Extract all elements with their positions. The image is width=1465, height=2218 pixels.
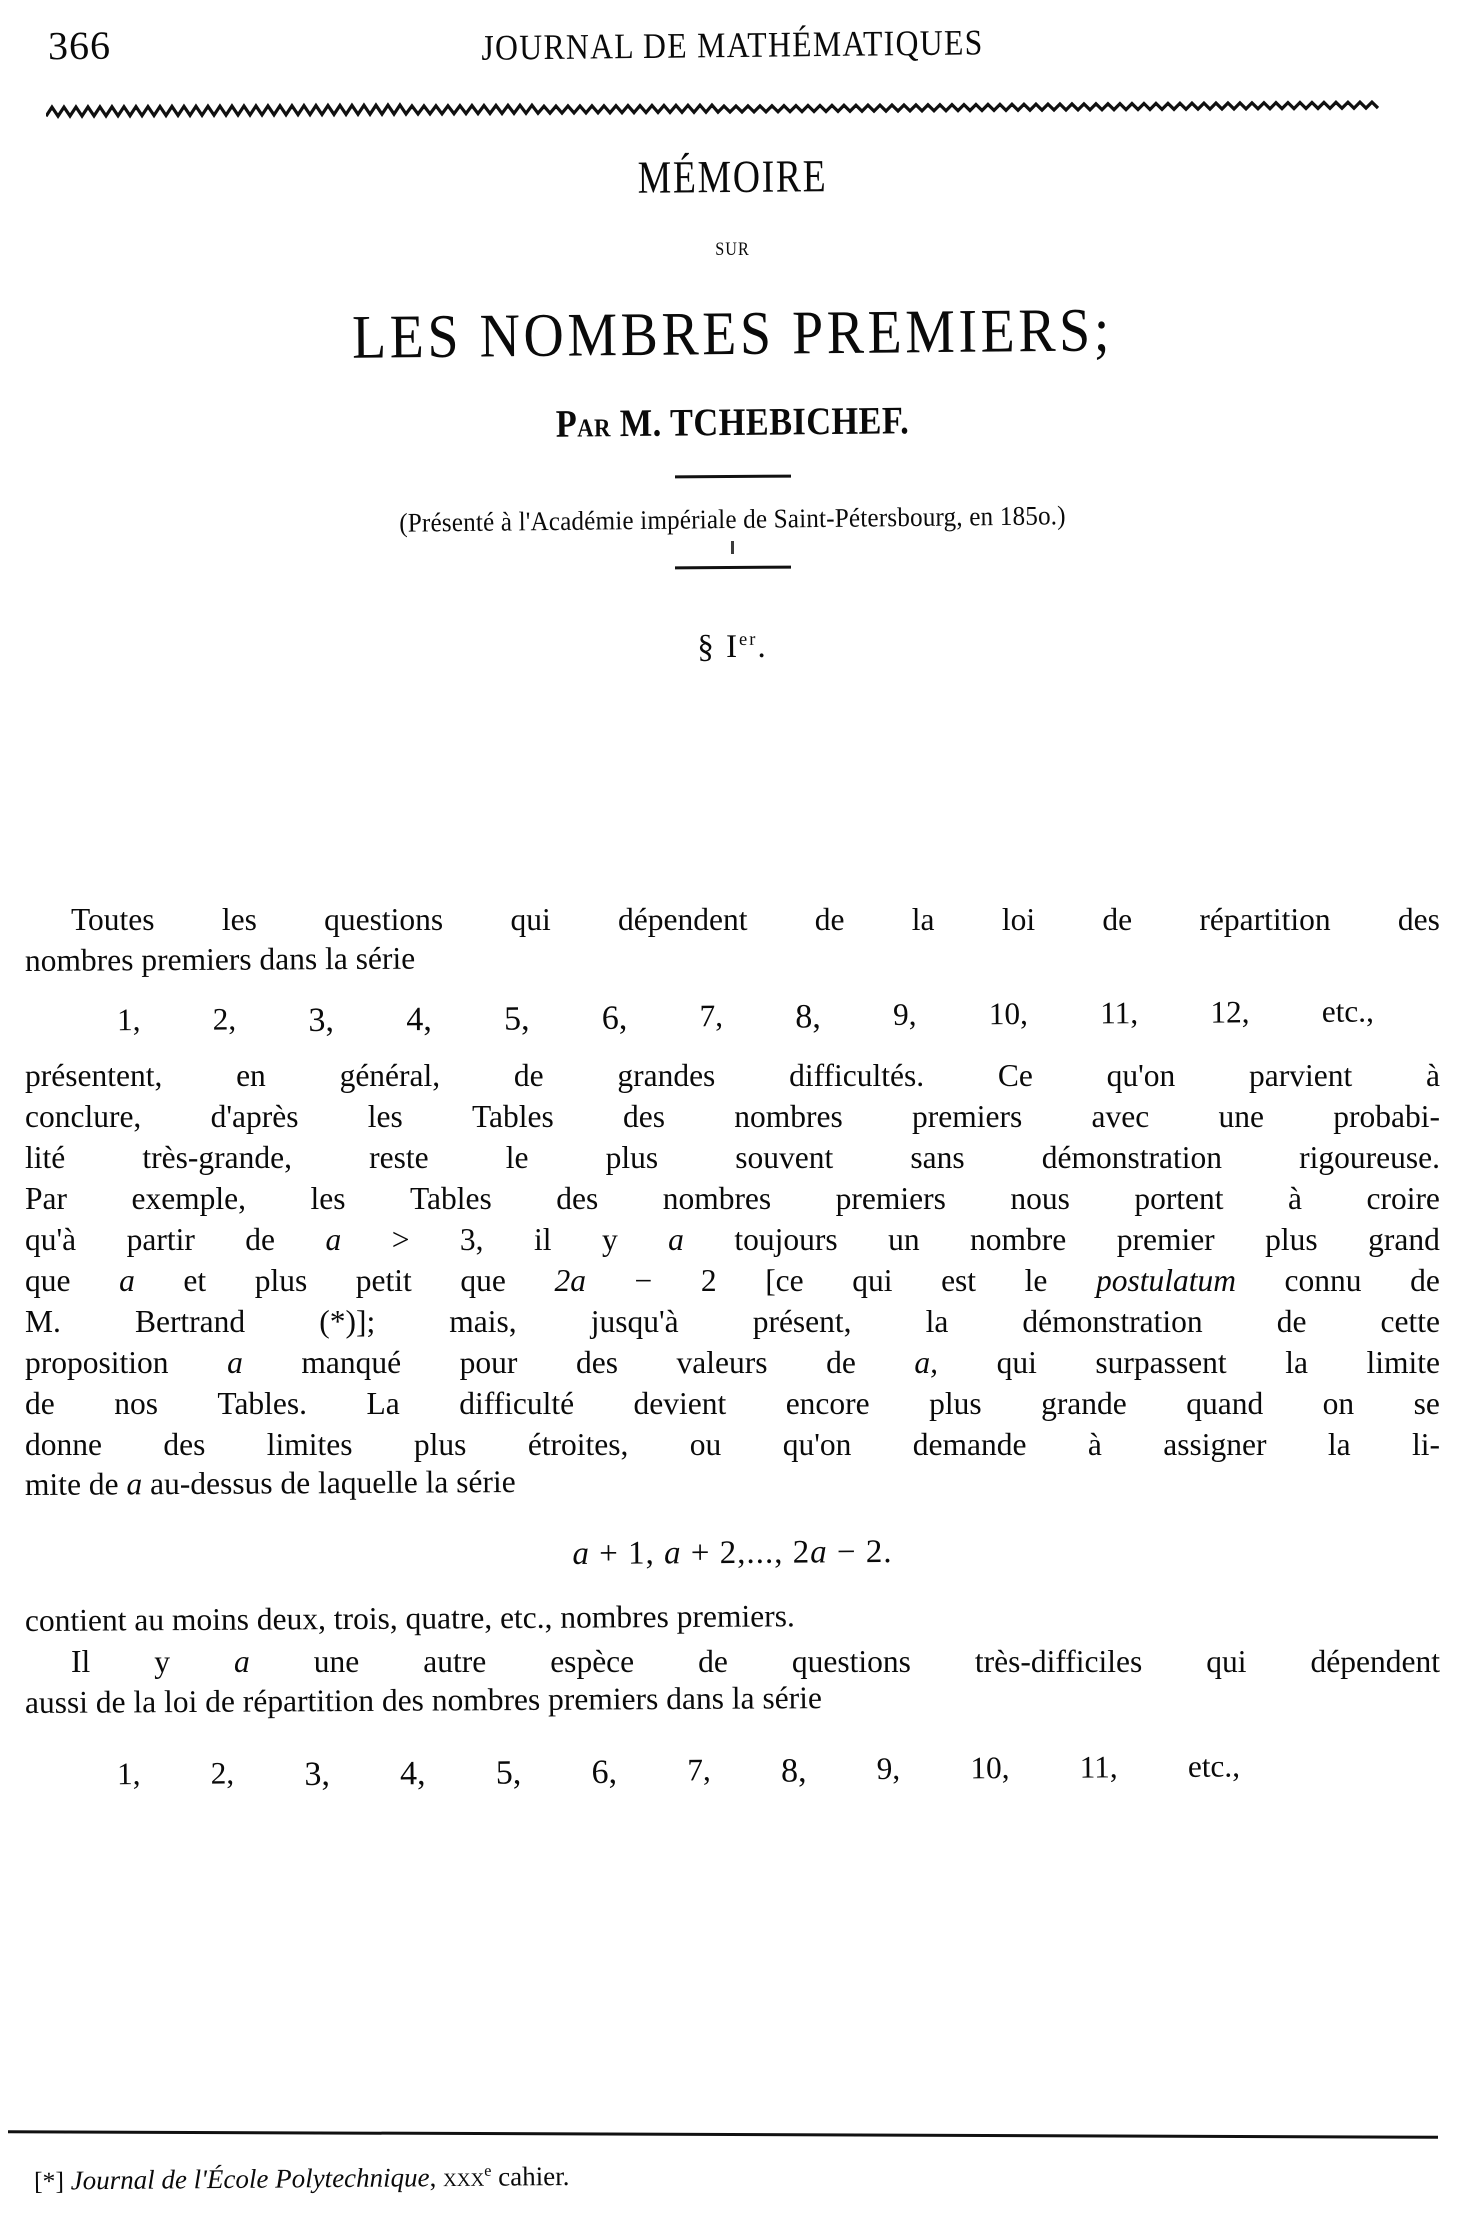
word: premiers bbox=[912, 1099, 1023, 1134]
byline-author: M. TCHEBICHEF. bbox=[619, 399, 910, 446]
word: présent, bbox=[752, 1303, 852, 1339]
word: Ce bbox=[997, 1058, 1033, 1094]
word: surpassent bbox=[1095, 1344, 1227, 1380]
line-text: nombres premiers dans la série bbox=[24, 940, 416, 978]
byline-par-cap: P bbox=[555, 402, 578, 446]
word: mais, bbox=[449, 1303, 517, 1339]
word: limites bbox=[266, 1426, 353, 1462]
series-item: etc., bbox=[1187, 1748, 1241, 1784]
word: plus bbox=[605, 1139, 659, 1175]
series-item: 2, bbox=[212, 1001, 237, 1037]
word: qui bbox=[996, 1344, 1037, 1380]
paragraph-line bbox=[25, 1674, 1440, 1724]
series-item: 7, bbox=[699, 997, 724, 1034]
word: grande bbox=[1041, 1385, 1127, 1421]
divider-rule-top bbox=[674, 475, 790, 479]
word: qu'à bbox=[25, 1221, 77, 1257]
footnote-marker: [*] bbox=[33, 2166, 65, 2196]
word: quand bbox=[1186, 1385, 1264, 1421]
series-item: 5, bbox=[503, 1000, 530, 1038]
footnote-tail: cahier. bbox=[491, 2161, 570, 2192]
word: y bbox=[154, 1644, 170, 1680]
word: à bbox=[1087, 1426, 1102, 1462]
series-item: 12, bbox=[1210, 994, 1250, 1030]
word: nombres bbox=[734, 1099, 843, 1134]
footnote bbox=[34, 2154, 1334, 2196]
paragraph-line bbox=[25, 1261, 1440, 1302]
series-item: 5, bbox=[495, 1754, 522, 1792]
body-text bbox=[25, 900, 1440, 1810]
word: la bbox=[1285, 1344, 1308, 1380]
word: à bbox=[1288, 1180, 1302, 1216]
word: manqué bbox=[301, 1344, 402, 1380]
section-ordinal-suffix: er bbox=[738, 628, 758, 649]
word: de bbox=[1102, 902, 1133, 937]
word: les bbox=[221, 902, 257, 937]
word: on bbox=[1322, 1385, 1355, 1421]
series-item: 4, bbox=[399, 1755, 426, 1793]
series-item: 10, bbox=[970, 1750, 1010, 1786]
word: probabi- bbox=[1333, 1099, 1440, 1134]
word: qu'on bbox=[782, 1426, 852, 1462]
word: M. bbox=[25, 1303, 61, 1339]
footnote-source-title: Journal de l'École Polytechnique bbox=[70, 2162, 430, 2196]
word: 2 bbox=[700, 1262, 717, 1298]
word: une bbox=[313, 1644, 360, 1680]
word: une bbox=[1218, 1099, 1264, 1134]
word: des bbox=[163, 1426, 206, 1462]
series-item: 2, bbox=[210, 1755, 235, 1791]
word: − bbox=[634, 1262, 653, 1298]
presentation-note: (Présenté à l'Académie impériale de Saint-Pétersbourg, en 185o.) bbox=[399, 500, 1066, 538]
word: li- bbox=[1411, 1426, 1440, 1462]
word: qui bbox=[852, 1262, 893, 1298]
paragraph-line bbox=[25, 1343, 1440, 1384]
word: des bbox=[623, 1099, 666, 1134]
section-heading bbox=[0, 625, 1465, 670]
running-head bbox=[0, 14, 1465, 86]
footnote-separator-rule bbox=[8, 2130, 1438, 2138]
word: il bbox=[533, 1221, 552, 1257]
word: loi bbox=[1001, 902, 1036, 937]
word: est bbox=[941, 1262, 977, 1298]
paragraph-line bbox=[25, 1302, 1440, 1343]
word: que bbox=[25, 1262, 71, 1298]
word: de bbox=[245, 1221, 276, 1257]
word: dépendent bbox=[1310, 1644, 1440, 1680]
line-text: contient au moins deux, trois, quatre, etc., nombres premiers. bbox=[24, 1598, 795, 1639]
word: dépendent bbox=[618, 902, 748, 937]
word: premier bbox=[1116, 1221, 1215, 1257]
series-item: 6, bbox=[601, 999, 628, 1037]
word: croire bbox=[1366, 1180, 1440, 1216]
word: postulatum bbox=[1095, 1262, 1236, 1298]
word: conclure, bbox=[25, 1099, 142, 1134]
word: y bbox=[601, 1221, 618, 1257]
word: espèce bbox=[550, 1644, 635, 1680]
word: toujours bbox=[734, 1221, 838, 1257]
word: parvient bbox=[1249, 1058, 1353, 1094]
word: > bbox=[391, 1221, 410, 1257]
word: répartition bbox=[1199, 902, 1331, 937]
word: et bbox=[183, 1262, 207, 1298]
series-item: 9, bbox=[892, 996, 917, 1032]
word: reste bbox=[369, 1139, 429, 1175]
series-item: 6, bbox=[591, 1753, 618, 1792]
series-item: 3, bbox=[304, 1755, 331, 1794]
word: limite bbox=[1366, 1344, 1440, 1380]
word: des bbox=[575, 1344, 618, 1380]
paragraph-line bbox=[25, 1457, 1440, 1507]
number-series-second bbox=[25, 1745, 1440, 1799]
word: nombres bbox=[662, 1180, 772, 1216]
word: 3, bbox=[459, 1221, 484, 1257]
word: démonstration bbox=[1041, 1139, 1222, 1175]
series-item: 9, bbox=[876, 1750, 901, 1787]
word: démonstration bbox=[1022, 1303, 1203, 1339]
word: grand bbox=[1368, 1221, 1440, 1257]
word: un bbox=[888, 1221, 920, 1257]
memoire-heading: MÉMOIRE bbox=[637, 150, 828, 203]
series-item: etc., bbox=[1321, 993, 1374, 1029]
word: (*)]; bbox=[319, 1303, 376, 1339]
series-item: 3, bbox=[308, 1001, 335, 1039]
word: étroites, bbox=[527, 1426, 629, 1462]
word: la bbox=[1327, 1426, 1351, 1462]
line-text: mite de a au-dessus de laquelle la série bbox=[24, 1464, 516, 1503]
word: ou bbox=[689, 1426, 722, 1462]
word: encore bbox=[785, 1385, 870, 1421]
word: devient bbox=[633, 1385, 727, 1421]
word: partir bbox=[126, 1221, 195, 1257]
word: d'après bbox=[210, 1099, 299, 1134]
word: petit bbox=[355, 1262, 412, 1298]
word: en bbox=[236, 1058, 266, 1094]
word: avec bbox=[1091, 1099, 1150, 1134]
word: jusqu'à bbox=[590, 1303, 679, 1339]
word: des bbox=[1397, 902, 1440, 937]
word: la bbox=[911, 902, 935, 937]
word: de bbox=[1276, 1303, 1307, 1339]
word: exemple, bbox=[131, 1180, 247, 1216]
word: la bbox=[925, 1303, 949, 1339]
word: plus bbox=[254, 1262, 308, 1298]
word: grandes bbox=[617, 1058, 716, 1094]
word: qui bbox=[1206, 1644, 1247, 1680]
word: a, bbox=[914, 1344, 938, 1380]
word: Tables. bbox=[217, 1385, 308, 1421]
series-item: 10, bbox=[988, 995, 1029, 1032]
article-title: LES NOMBRES PREMIERS; bbox=[351, 296, 1114, 372]
section-period: . bbox=[757, 628, 768, 665]
series-item: 1, bbox=[116, 1002, 141, 1038]
ink-speck bbox=[731, 541, 734, 554]
number-series-first bbox=[25, 991, 1440, 1045]
word: très-difficiles bbox=[974, 1644, 1143, 1680]
title-block bbox=[0, 150, 1465, 666]
word: portent bbox=[1134, 1180, 1224, 1216]
word: a bbox=[119, 1262, 135, 1298]
footnote-comma: , bbox=[429, 2162, 444, 2193]
series-item: 7, bbox=[687, 1752, 711, 1788]
word: très-grande, bbox=[142, 1139, 292, 1175]
line-text: aussi de la loi de répartition des nombres premiers dans la série bbox=[24, 1680, 822, 1721]
word: de bbox=[826, 1344, 856, 1380]
word: donne bbox=[25, 1426, 102, 1462]
byline bbox=[88, 394, 1377, 452]
word: a bbox=[325, 1221, 342, 1257]
paragraph-line bbox=[25, 1384, 1440, 1425]
word: a bbox=[234, 1644, 250, 1680]
word: premiers bbox=[835, 1180, 946, 1216]
section-number: § I bbox=[697, 628, 740, 666]
word: demande bbox=[912, 1426, 1027, 1462]
paragraph-line bbox=[25, 1593, 1440, 1643]
word: 2a bbox=[554, 1262, 586, 1298]
word: lité bbox=[25, 1139, 66, 1175]
word: difficultés. bbox=[789, 1058, 925, 1094]
display-formula: a + 1, a + 2,..., 2a − 2. bbox=[572, 1534, 893, 1573]
word: La bbox=[366, 1385, 400, 1421]
word: présentent, bbox=[25, 1058, 163, 1094]
byline-par-smallcaps: AR bbox=[577, 413, 611, 443]
word: à bbox=[1426, 1058, 1440, 1094]
paragraph-line bbox=[25, 932, 1440, 982]
word: le bbox=[1024, 1262, 1048, 1298]
word: rigoureuse. bbox=[1299, 1139, 1440, 1175]
series-item: 4, bbox=[406, 1000, 432, 1039]
series-item: 1, bbox=[116, 1756, 141, 1792]
word: Bertrand bbox=[134, 1303, 246, 1339]
word: les bbox=[310, 1180, 346, 1216]
series-item: 8, bbox=[795, 998, 821, 1036]
word: souvent bbox=[735, 1139, 834, 1175]
word: questions bbox=[791, 1644, 911, 1680]
word: connu bbox=[1284, 1262, 1362, 1298]
page-number: 366 bbox=[47, 22, 112, 69]
word: nos bbox=[114, 1385, 158, 1421]
word: de bbox=[513, 1058, 544, 1094]
word: proposition bbox=[25, 1344, 169, 1380]
word: questions bbox=[324, 902, 444, 937]
word: a bbox=[668, 1221, 684, 1257]
word: qu'on bbox=[1106, 1058, 1176, 1094]
word: le bbox=[505, 1139, 529, 1175]
series-item: 8, bbox=[780, 1752, 807, 1790]
word: qui bbox=[510, 902, 551, 937]
word: de bbox=[25, 1385, 55, 1421]
word: Tables bbox=[409, 1180, 492, 1216]
word: assigner bbox=[1163, 1426, 1267, 1462]
divider-rule-bottom bbox=[674, 566, 790, 570]
word: des bbox=[556, 1180, 599, 1216]
paragraph-line bbox=[25, 1097, 1440, 1138]
word: que bbox=[460, 1262, 506, 1298]
word: difficulté bbox=[459, 1385, 575, 1421]
footnote-volume-ordinal: e bbox=[484, 2161, 492, 2180]
journal-title: JOURNAL DE MATHÉMATIQUES bbox=[481, 22, 984, 68]
word: cette bbox=[1380, 1303, 1440, 1339]
word: les bbox=[367, 1099, 403, 1134]
word: autre bbox=[423, 1644, 487, 1680]
word: général, bbox=[339, 1058, 441, 1094]
paragraph-line bbox=[25, 1179, 1440, 1220]
word: a bbox=[227, 1344, 243, 1380]
word: nombre bbox=[970, 1221, 1067, 1257]
word: Il bbox=[71, 1644, 91, 1680]
word: Toutes bbox=[71, 902, 155, 937]
word: Par bbox=[25, 1180, 67, 1216]
word: de bbox=[698, 1644, 728, 1680]
paragraph-line bbox=[25, 1138, 1440, 1179]
word: valeurs bbox=[676, 1344, 768, 1380]
paragraph-line bbox=[25, 1220, 1440, 1261]
word: Tables bbox=[472, 1099, 554, 1134]
series-item: 11, bbox=[1100, 995, 1139, 1031]
word: nous bbox=[1010, 1180, 1070, 1216]
footnote-volume: xxx bbox=[442, 2161, 485, 2193]
word: de bbox=[814, 902, 845, 937]
word: sans bbox=[910, 1139, 965, 1175]
word: plus bbox=[929, 1385, 982, 1421]
word: plus bbox=[413, 1426, 467, 1462]
word: pour bbox=[459, 1344, 518, 1380]
series-item: 11, bbox=[1079, 1749, 1118, 1785]
word: plus bbox=[1265, 1221, 1318, 1257]
paragraph-line bbox=[25, 1056, 1440, 1097]
word: se bbox=[1413, 1385, 1440, 1421]
sur-label: SUR bbox=[715, 239, 750, 260]
wavy-rule-ornament bbox=[46, 92, 1421, 130]
word: de bbox=[1410, 1262, 1440, 1298]
word: [ce bbox=[765, 1262, 804, 1298]
